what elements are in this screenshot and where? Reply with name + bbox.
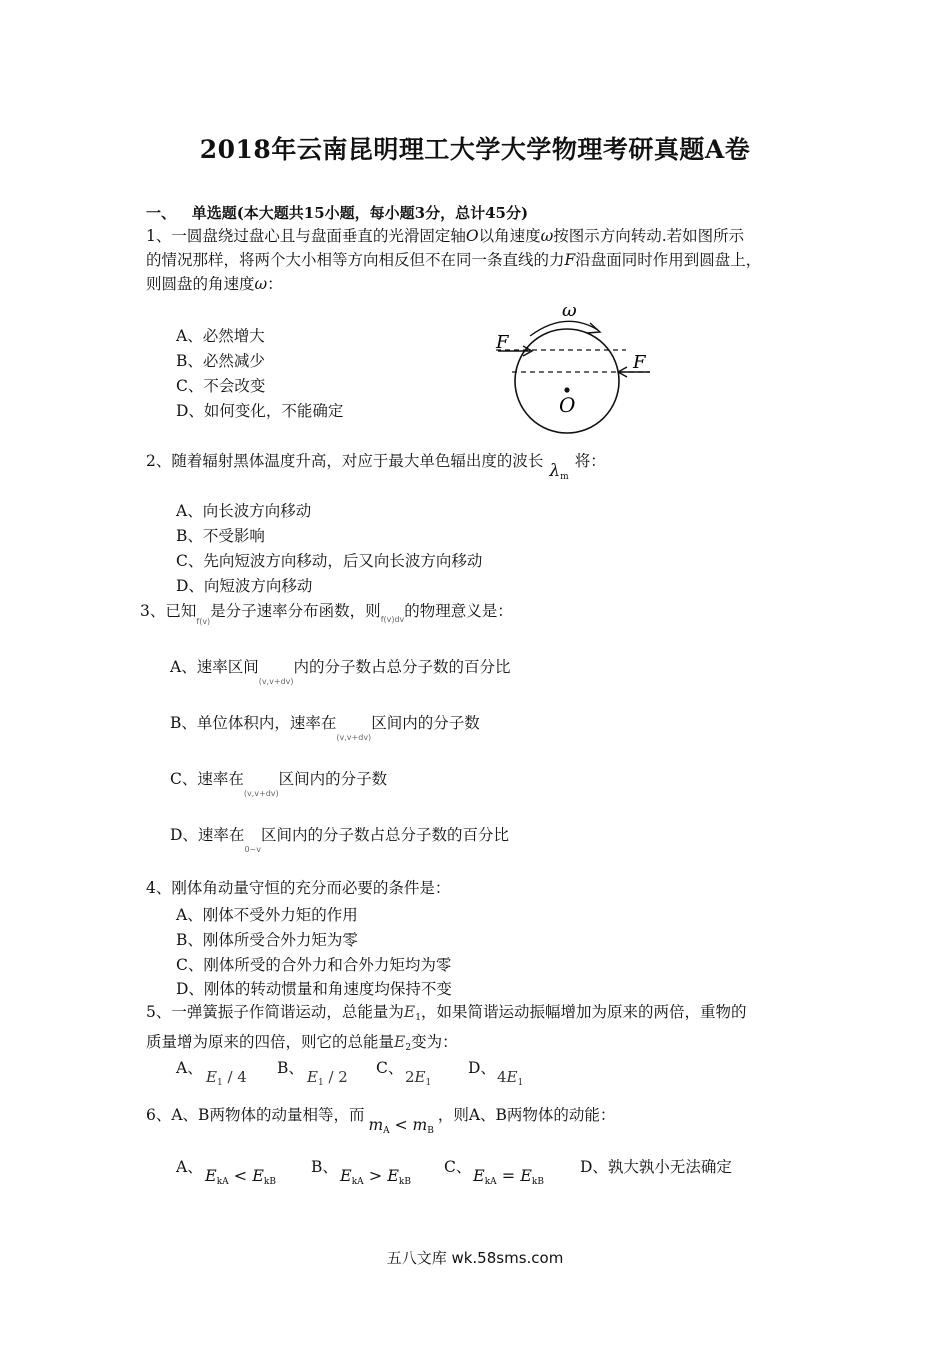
q5-option-a-label: A、: [176, 1059, 203, 1077]
q1-line-3: 则圆盘的角速度ω：: [146, 275, 283, 293]
section-index: 一、: [146, 204, 177, 222]
q2-option-b: B、不受影响: [176, 527, 265, 545]
q6-option-a-expr: $E_{kA} < E_{kB}$: [205, 1166, 276, 1187]
q1-option-d: D、如何变化，不能确定: [176, 402, 344, 420]
q1-text: [146, 224, 761, 296]
integral-expr: f(v)dv: [380, 615, 405, 624]
q1-line-1: 1、一圆盘绕过盘心且与盘面垂直的光滑固定轴O以角速度ω按图示方向转动.若如图所示: [146, 227, 745, 245]
q4-option-d: D、刚体的转动惯量和角速度均保持不变: [176, 980, 452, 998]
q2-option-a: A、向长波方向移动: [176, 502, 312, 520]
q5-text: [146, 1000, 746, 1060]
q5-option-b-expr: $E_1 / 2$: [307, 1068, 348, 1088]
disk-circle: [515, 329, 619, 433]
section-heading: [146, 202, 528, 223]
lambda-symbol: λ: [549, 461, 561, 481]
figure-center-label: O: [559, 393, 576, 417]
q5-line-2: 质量增为原来的四倍，则它的总能量$E_2$变为：: [146, 1033, 458, 1053]
figure-force-right-label: F: [633, 352, 646, 373]
q6-option-c-expr: $E_{kA} = E_{kB}$: [473, 1166, 544, 1187]
q3-option-c: C、速率在$_{(v,v+dv)}$区间内的分子数: [170, 770, 388, 798]
q2-option-c: C、先向短波方向移动，后又向长波方向移动: [176, 552, 483, 570]
q4-text: 4、刚体角动量守恒的充分而必要的条件是：: [146, 879, 451, 897]
q5-option-c-expr: $2E_1$: [405, 1068, 432, 1088]
q6-text: 6、A、B两物体的动量相等，而$m_A < m_B$，则A、B两物体的动能：: [146, 1103, 615, 1133]
q3-option-b: B、单位体积内，速率在$_{(v,v+dv)}$区间内的分子数: [170, 714, 480, 742]
q5-option-d-label: D、: [468, 1059, 496, 1077]
q5-option-d-expr: $4E_1$: [497, 1068, 524, 1088]
q4-option-c: C、刚体所受的合外力和合外力矩均为零: [176, 956, 452, 974]
disk-figure: [490, 296, 660, 446]
q5-line-1: 5、一弹簧振子作简谐运动，总能量为$E_1$，如果简谐运动振幅增加为原来的两倍，重物的: [146, 1003, 747, 1023]
q2-text: 2、随着辐射黑体温度升高，对应于最大单色辐出度的波长 $\lambda_m$将：: [146, 452, 606, 482]
q1-option-a: A、必然增大: [176, 327, 265, 345]
q3-option-a: A、速率区间$_{(v,v+dv)}$内的分子数占总分子数的百分比: [170, 658, 511, 686]
disk-center-dot: [564, 387, 569, 392]
q1-line-2: 的情况那样，将两个大小相等方向相反但不在同一条直线的力F沿盘面同时作用到圆盘上，: [146, 251, 762, 269]
q6-option-a-label: A、: [176, 1158, 203, 1176]
q5-option-c-label: C、: [376, 1059, 404, 1077]
q5-option-b-label: B、: [277, 1059, 304, 1077]
q1-option-b: B、必然减少: [176, 352, 265, 370]
q5-option-a-expr: $E_1 / 4$: [206, 1068, 247, 1088]
mass-inequality: $m_A < m_B$: [368, 1116, 434, 1136]
section-text: 单选题(本大题共15小题，每小题3分，总计45分): [191, 204, 529, 222]
q3-text: 3、已知$_{f(v)}$是分子速率分布函数，则$_{f(v)dv}$的物理意义是：: [140, 602, 513, 626]
q6-option-b-expr: $E_{kA} > E_{kB}$: [340, 1166, 411, 1187]
q3-option-d: D、速率在$_{0\sim v}$区间内的分子数占总分子数的百分比: [170, 826, 509, 854]
figure-omega-label: ω: [562, 300, 577, 321]
figure-force-left-label: F: [496, 332, 509, 353]
page-title: 2018年云南昆明理工大学大学物理考研真题A卷: [199, 135, 751, 164]
f-of-v-expr: f(v): [196, 617, 211, 626]
q2-option-d: D、向短波方向移动: [176, 577, 313, 595]
q1-option-c: C、不会改变: [176, 377, 266, 395]
q6-option-c-label: C、: [444, 1158, 472, 1176]
q4-option-a: A、刚体不受外力矩的作用: [176, 906, 358, 924]
q6-option-b-label: B、: [311, 1158, 338, 1176]
q4-option-b: B、刚体所受合外力矩为零: [176, 931, 358, 949]
footer-watermark: 五八文库 wk.58sms.com: [386, 1249, 564, 1267]
q6-option-d: D、孰大孰小无法确定: [580, 1158, 732, 1176]
